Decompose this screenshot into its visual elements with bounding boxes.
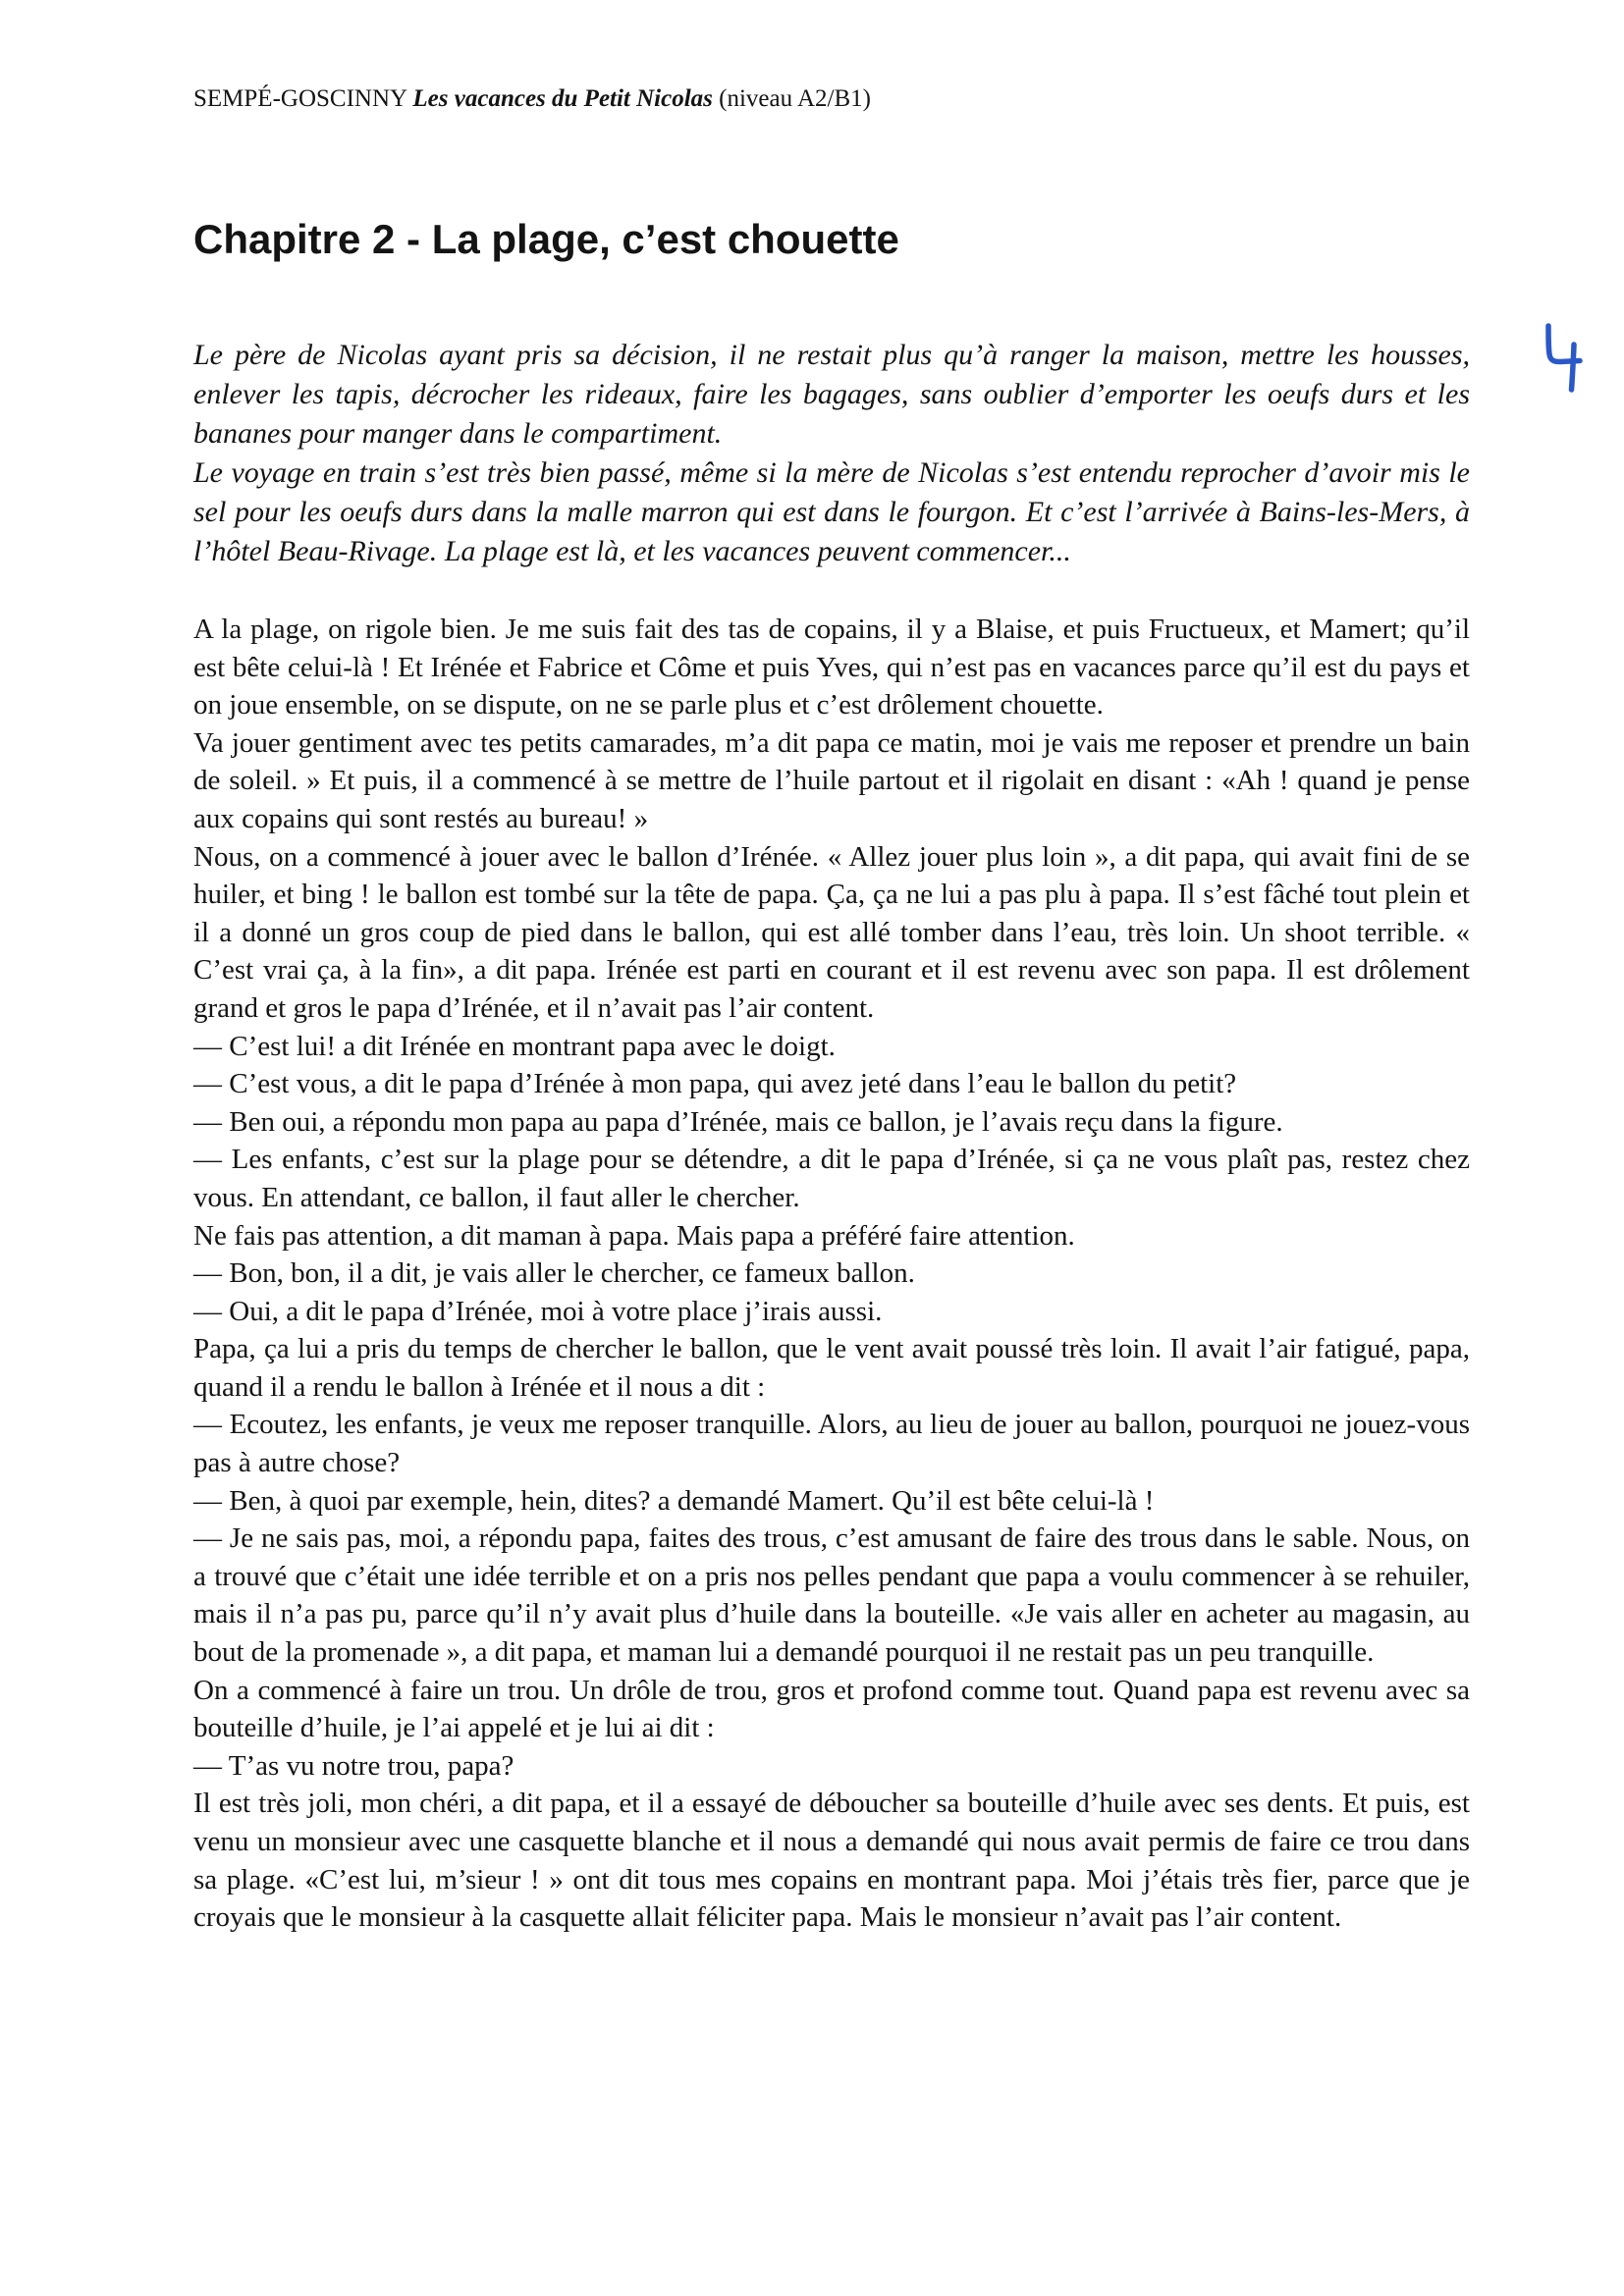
body-paragraph: Va jouer gentiment avec tes petits camarades, m’a dit papa ce matin, moi je vais me reposer et prendre un bain de soleil. » Et puis, il a commencé à se mettre de l’huile partout et il rigolait en disant : «Ah ! quand je pense aux copains qui sont restés au bureau! » [193, 726, 1470, 834]
header-level: (niveau A2/B1) [712, 85, 871, 112]
body-paragraph: — Bon, bon, il a dit, je vais aller le chercher, ce fameux ballon. [193, 1257, 915, 1290]
body-paragraph: Nous, on a commencé à jouer avec le ballon d’Irénée. « Allez jouer plus loin », a dit papa, qui avait fini de se huiler, et bing ! le ballon est tombé sur la tête de papa. Ça, ça ne lui a pas plu à papa. Il s’est fâché tout plein et il a donné un gros coup de pied dans le ballon, qui est allé tomber dans l’eau, très loin. Un shoot terrible. « C’est vrai ça, à la fin», a dit papa. Irénée est parti en courant et il est revenu avec son papa. Il est drôlement grand et gros le papa d’Irénée, et il n’avait pas l’air content. [193, 840, 1470, 1024]
body-paragraph: Ne fais pas attention, a dit maman à papa. Mais papa a préféré faire attention. [193, 1219, 1075, 1252]
body-paragraph: — C’est vous, a dit le papa d’Irénée à mon papa, qui avez jeté dans l’eau le ballon du petit? [193, 1068, 1237, 1100]
body-paragraph: — Ben, à quoi par exemple, hein, dites? a demandé Mamert. Qu’il est bête celui-là ! [193, 1484, 1155, 1517]
body-paragraph: — Oui, a dit le papa d’Irénée, moi à votre place j’irais aussi. [193, 1295, 883, 1327]
body-paragraph: — Ben oui, a répondu mon papa au papa d’Irénée, mais ce ballon, je l’avais reçu dans la figure. [193, 1105, 1283, 1138]
intro-paragraph: Le voyage en train s’est très bien passé, même si la mère de Nicolas s’est entendu reprocher d’avoir mis le sel pour les oeufs durs dans la malle marron qui est dans le fourgon. Et c’est l’arrivée à Bains-les-Mers, à l’hôtel Beau-Rivage. La plage est là, et les vacances peuvent commencer... [193, 456, 1470, 567]
chapter-title: Chapitre 2 - La plage, c’est chouette [193, 216, 899, 262]
body-paragraph: — Les enfants, c’est sur la plage pour se détendre, a dit le papa d’Irénée, si ça ne vous plaît pas, restez chez vous. En attendant, ce ballon, il faut aller le chercher. [193, 1144, 1470, 1213]
body-paragraph: — T’as vu notre trou, papa? [193, 1749, 514, 1782]
header-book-title: Les vacances du Petit Nicolas [412, 85, 713, 112]
header-authors: SEMPÉ-GOSCINNY [193, 85, 413, 112]
running-header [193, 84, 1470, 114]
handwritten-4-annotation [1528, 312, 1597, 400]
body-section [193, 611, 1470, 1937]
body-paragraph: On a commencé à faire un trou. Un drôle de trou, gros et profond comme tout. Quand papa est revenu avec sa bouteille d’huile, je l’ai appelé et je lui ai dit : [193, 1674, 1470, 1744]
intro-paragraph: Le père de Nicolas ayant pris sa décision, il ne restait plus qu’à ranger la maison, mettre les housses, enlever les tapis, décrocher les rideaux, faire les bagages, sans oublier d’emporter les oeufs durs et les bananes pour manger dans le compartiment. [193, 339, 1470, 450]
body-paragraph: Papa, ça lui a pris du temps de chercher le ballon, que le vent avait poussé très loin. Il avait l’air fatigué, papa, quand il a rendu le ballon à Irénée et il nous a dit : [193, 1333, 1470, 1403]
intro-section [193, 336, 1470, 571]
numeral-4-strokes [1548, 326, 1580, 390]
body-paragraph: — Ecoutez, les enfants, je veux me reposer tranquille. Alors, au lieu de jouer au ballon, pourquoi ne jouez-vous pas à autre chose? [193, 1409, 1470, 1479]
body-paragraph: — C’est lui! a dit Irénée en montrant papa avec le doigt. [193, 1030, 836, 1062]
body-paragraph: A la plage, on rigole bien. Je me suis fait des tas de copains, il y a Blaise, et puis Fructueux, et Mamert; qu’il est bête celui-là ! Et Irénée et Fabrice et Côme et puis Yves, qui n’est pas en vacances parce qu’il est du pays et on joue ensemble, on se dispute, on ne se parle plus et c’est drôlement chouette. [193, 614, 1470, 721]
body-paragraph: Il est très joli, mon chéri, a dit papa, et il a essayé de déboucher sa bouteille d’huile avec ses dents. Et puis, est venu un monsieur avec une casquette blanche et il nous a demandé qui nous avait permis de faire ce trou dans sa plage. «C’est lui, m’sieur ! » ont dit tous mes copains en montrant papa. Moi j’étais très fier, parce que je croyais que le monsieur à la casquette allait féliciter papa. Mais le monsieur n’avait pas l’air content. [193, 1788, 1470, 1934]
body-paragraph: — Je ne sais pas, moi, a répondu papa, faites des trous, c’est amusant de faire des trous dans le sable. Nous, on a trouvé que c’était une idée terrible et on a pris nos pelles pendant que papa a voulu commencer à se rehuiler, mais il n’a pas pu, parce qu’il n’y avait plus d’huile dans la bouteille. «Je vais aller en acheter au magasin, au bout de la promenade », a dit papa, et maman lui a demandé pourquoi il ne restait pas un peu tranquille. [193, 1522, 1470, 1669]
text-column [193, 0, 1470, 1937]
